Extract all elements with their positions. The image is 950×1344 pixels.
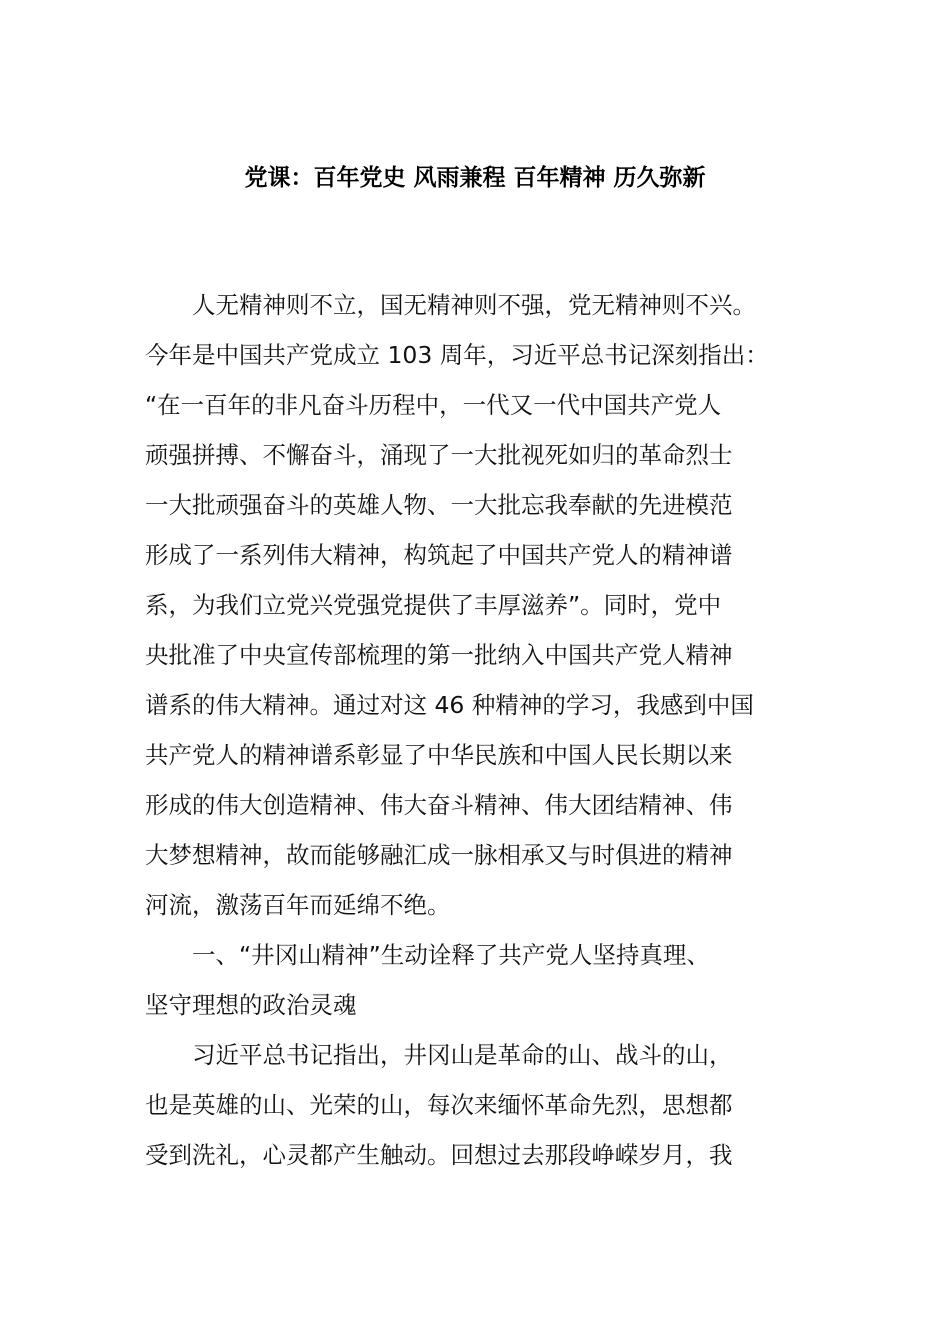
section-heading-line: 一、“井冈山精神”生动诠释了共产党人坚持真理、 bbox=[145, 941, 710, 969]
body-line: 也是英雄的山、光荣的山，每次来缅怀革命先烈，思想都 bbox=[145, 1091, 733, 1119]
body-line: 大梦想精神，故而能够融汇成一脉相承又与时俱进的精神 bbox=[145, 841, 733, 869]
body-line: 今年是中国共产党成立 103 周年，习近平总书记深刻指出： bbox=[145, 341, 769, 369]
section-heading-line: 坚守理想的政治灵魂 bbox=[145, 991, 357, 1019]
body-line: 一大批顽强奋斗的英雄人物、一大批忘我奉献的先进模范 bbox=[145, 491, 733, 519]
body-line: 谱系的伟大精神。通过对这 46 种精神的学习，我感到中国 bbox=[145, 691, 754, 719]
body-line: 顽强拼搏、不懈奋斗，涌现了一大批视死如归的革命烈士 bbox=[145, 441, 733, 469]
document-body bbox=[145, 280, 810, 1180]
document-title: 党课：百年党史 风雨兼程 百年精神 历久弥新 bbox=[244, 165, 706, 191]
body-line: 形成了一系列伟大精神，构筑起了中国共产党人的精神谱 bbox=[145, 541, 733, 569]
body-line: 形成的伟大创造精神、伟大奋斗精神、伟大团结精神、伟 bbox=[145, 791, 733, 819]
body-line: 共产党人的精神谱系彰显了中华民族和中国人民长期以来 bbox=[145, 741, 733, 769]
body-line: 习近平总书记指出，井冈山是革命的山、战斗的山， bbox=[145, 1041, 733, 1069]
body-line: “在一百年的非凡奋斗历程中，一代又一代中国共产党人 bbox=[145, 391, 722, 419]
body-line: 河流，激荡百年而延绵不绝。 bbox=[145, 891, 451, 919]
body-line: 央批准了中央宣传部梳理的第一批纳入中国共产党人精神 bbox=[145, 641, 733, 669]
body-line: 受到洗礼，心灵都产生触动。回想过去那段峥嵘岁月，我 bbox=[145, 1141, 733, 1169]
body-line: 系，为我们立党兴党强党提供了丰厚滋养”。同时，党中 bbox=[145, 591, 722, 619]
body-line: 人无精神则不立，国无精神则不强，党无精神则不兴。 bbox=[145, 291, 756, 319]
